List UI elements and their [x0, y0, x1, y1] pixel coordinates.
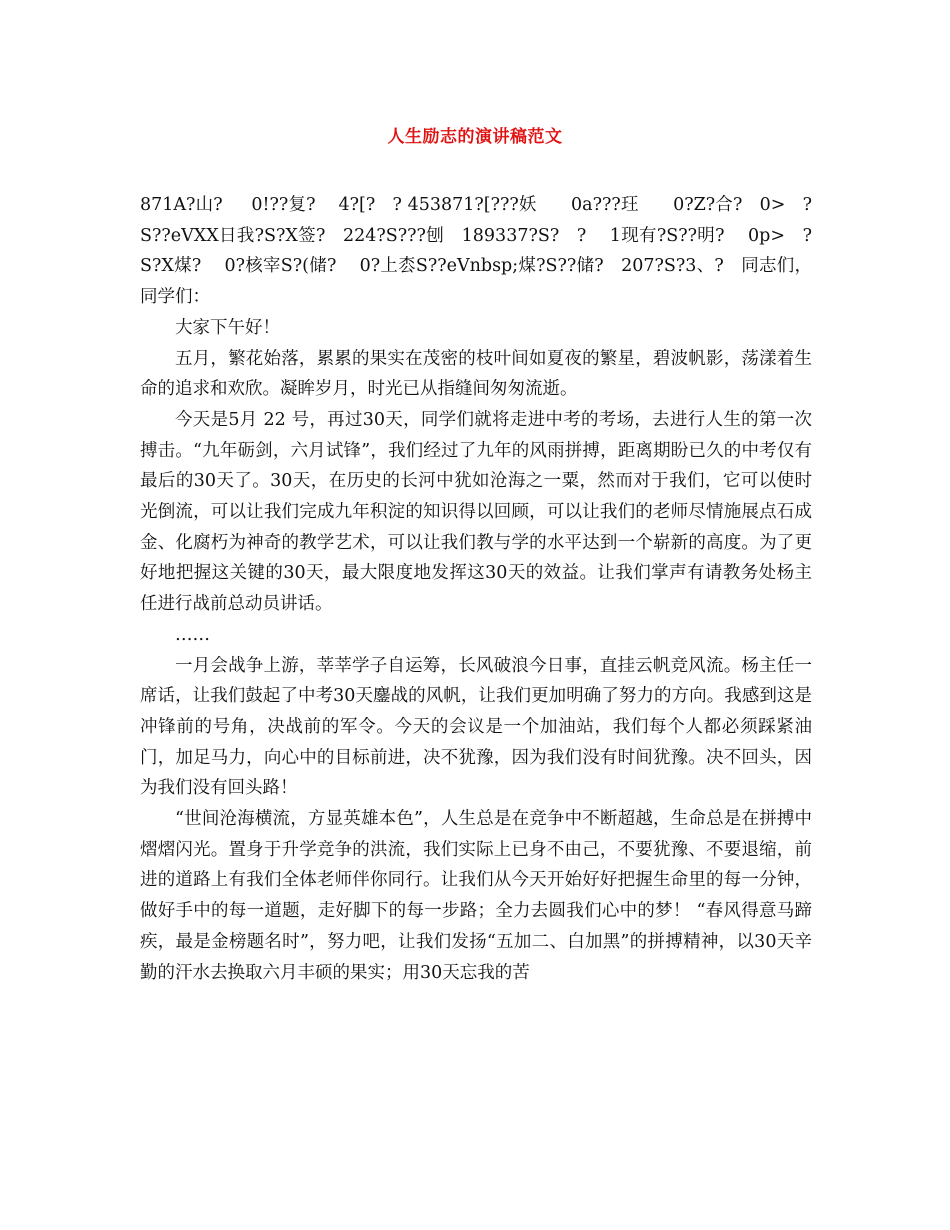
paragraph-4: “世间沧海横流，方显英雄本色”，人生总是在竞争中不断超越，生命总是在拼搏中熠熠闪光。置身于升学竞争的洪流，我们实际上已身不由己，不要犹豫、不要退缩，前进的道路上有我们全体老师伴你同行。让我们从今天开始好好把握生命里的每一分钟，做好手中的每一道题，走好脚下的每一步路；全力去圆我们心中的梦！ “春风得意马蹄疾，最是金榜题名时”，努力吧，让我们发扬“五加二、白加黑”的拼搏精神，以30天辛勤的汗水去换取六月丰硕的果实；用30天忘我的苦 — [140, 809, 812, 983]
document-body — [140, 190, 818, 988]
garbled-header-text: 871A?山? 0!??复? 4?[? ? 453871?[???妖 0a???玨 0?Z?合? 0> ? S??eVXX日我?S?X签? 224?S???刨 189337?S? ? 1现有?S??明? 0p> ?S?X煤? 0?核宰S?(储? 0?上枩S??eVnbsp;煤?S??储? 207?S?3、? 同志们，同学们： — [140, 195, 818, 308]
paragraph-2: 今天是5月 22 号，再过30天，同学们就将走进中考的考场，去进行人生的第一次搏击。“九年砺剑，六月试锋”，我们经过了九年的风雨拼搏，距离期盼已久的中考仅有最后的30天了。30天，在历史的长河中犹如沧海之一粟，然而对于我们，它可以使时光倒流，可以让我们完成九年积淀的知识得以回顾，可以让我们的老师尽情施展点石成金、化腐朽为神奇的教学艺术，可以让我们教与学的水平达到一个崭新的高度。为了更好地把握这关键的30天，最大限度地发挥这30天的效益。让我们掌声有请教务处杨主任进行战前总动员讲话。 — [140, 409, 812, 615]
paragraph-3: 一月会战争上游，莘莘学子自运筹，长风破浪今日事，直挂云帆竞风流。杨主任一席话，让我们鼓起了中考30天鏖战的风帆，让我们更加明确了努力的方向。我感到这是冲锋前的号角，决战前的军令。今天的会议是一个加油站，我们每个人都必须踩紧油门，加足马力，向心中的目标前进，决不犹豫，因为我们没有时间犹豫。决不回头，因为我们没有回头路！ — [140, 655, 812, 799]
paragraph-1: 五月，繁花始落，累累的果实在茂密的枝叶间如夏夜的繁星，碧波帆影，荡漾着生命的追求和欢欣。凝眸岁月，时光已从指缝间匆匆流逝。 — [140, 348, 812, 400]
ellipsis-separator: …… — [175, 624, 210, 645]
greeting: 大家下午好！ — [175, 317, 280, 338]
document-title: 人生励志的演讲稿范文 — [387, 127, 563, 147]
